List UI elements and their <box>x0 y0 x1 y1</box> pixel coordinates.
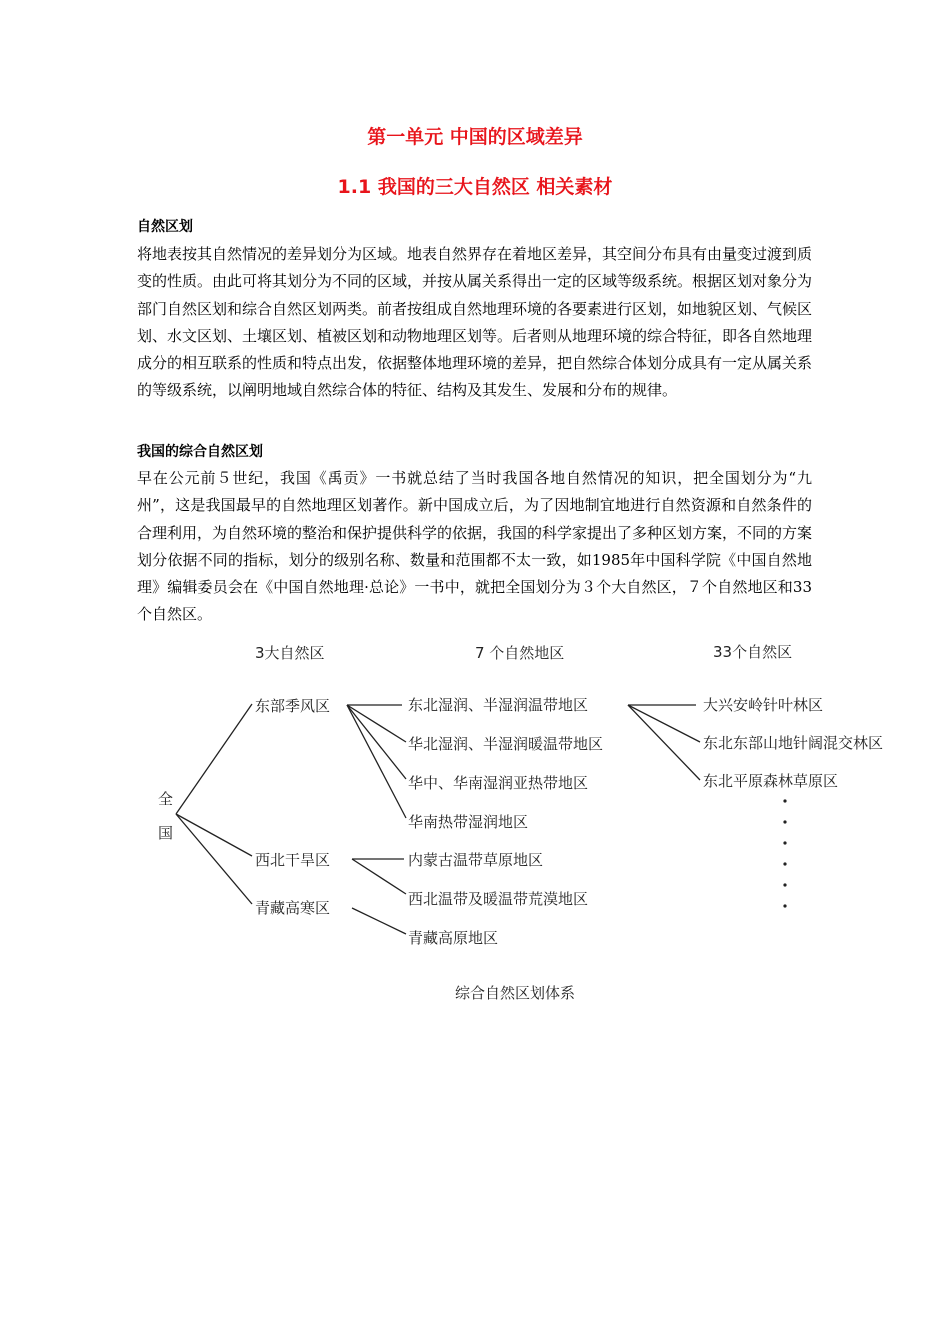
region-north-china: 华北湿润、半湿润暖温带地区 <box>408 735 604 753</box>
regionalization-tree-diagram <box>140 636 930 956</box>
connector-line <box>352 859 406 894</box>
section-heading-china-regionalization: 我国的综合自然区划 <box>137 444 263 460</box>
region-northeast: 东北湿润、半湿润温带地区 <box>408 696 589 714</box>
region-qinghai-tibet-plateau: 青藏高原地区 <box>408 929 499 947</box>
connector-line <box>347 705 406 742</box>
connector-line <box>628 705 700 780</box>
big-region-east-monsoon: 东部季风区 <box>255 697 331 715</box>
page-subtitle: 1.1 我国的三大自然区 相关素材 <box>337 176 613 198</box>
section-paragraph-china-regionalization: 早在公元前５世纪，我国《禹贡》一书就总结了当时我国各地自然情况的知识，把全国划分为“九州”，这是我国最早的自然地理区划著作。新中国成立后，为了因地制宜地进行自然资源和自然条件的合理利用，为自然环境的整治和保护提供科学的依据，我国的科学家提出了多种区划方案，不同的方案划分依据不同的指标，划分的级别名称、数量和范围都不太一致，如1985年中国科学院《中国自然地理》编辑委员会在《中国自然地理·总论》一书中，就把全国划分为３个大自然区，７个自然地区和33个自然区。 <box>137 469 813 624</box>
subregion-daxinganling: 大兴安岭针叶林区 <box>703 696 824 714</box>
region-inner-mongolia: 内蒙古温带草原地区 <box>408 851 544 869</box>
connector-line <box>347 705 406 818</box>
section-heading-natural-regionalization: 自然区划 <box>137 219 193 235</box>
column-header-33-regions: 33个自然区 <box>713 643 793 661</box>
ellipsis-dots <box>783 799 786 907</box>
region-northwest-desert: 西北温带及暖温带荒漠地区 <box>408 890 589 908</box>
root-label-quan: 全 <box>158 790 174 808</box>
region-south-china-tropical: 华南热带湿润地区 <box>408 813 529 831</box>
connector-line <box>176 704 252 814</box>
column-header-7-regions: 7 个自然地区 <box>475 644 565 662</box>
big-region-qinghai-tibet: 青藏高寒区 <box>255 899 331 917</box>
root-label-guo: 国 <box>158 824 174 842</box>
connector-line <box>176 814 252 904</box>
subregion-northeast-mountains: 东北东部山地针阔混交林区 <box>703 734 884 752</box>
region-central-south-china: 华中、华南湿润亚热带地区 <box>408 774 589 792</box>
connector-line <box>628 705 700 742</box>
connector-line <box>176 814 252 856</box>
diagram-caption: 综合自然区划体系 <box>454 984 575 1002</box>
connector-line <box>347 705 406 779</box>
column-header-3-regions: 3大自然区 <box>255 644 325 662</box>
connector-line <box>352 908 406 934</box>
section-paragraph-natural-regionalization: 将地表按其自然情况的差异划分为区域。地表自然界存在着地区差异，其空间分布具有由量变过渡到质变的性质。由此可将其划分为不同的区域，并按从属关系得出一定的区域等级系统。根据区划对象分为部门自然区划和综合自然区划两类。前者按组成自然地理环境的各要素进行区划，如地貌区划、气候区划、水文区划、土壤区划、植被区划和动物地理区划等。后者则从地理环境的综合特征，即各自然地理成分的相互联系的性质和特点出发，依据整体地理环境的差异，把自然综合体划分成具有一定从属关系的等级系统，以阐明地域自然综合体的特征、结构及其发生、发展和分布的规律。 <box>137 245 813 400</box>
page-title: 第一单元 中国的区域差异 <box>367 126 583 148</box>
big-region-northwest-arid: 西北干旱区 <box>255 851 331 869</box>
subregion-northeast-plain: 东北平原森林草原区 <box>703 772 839 790</box>
